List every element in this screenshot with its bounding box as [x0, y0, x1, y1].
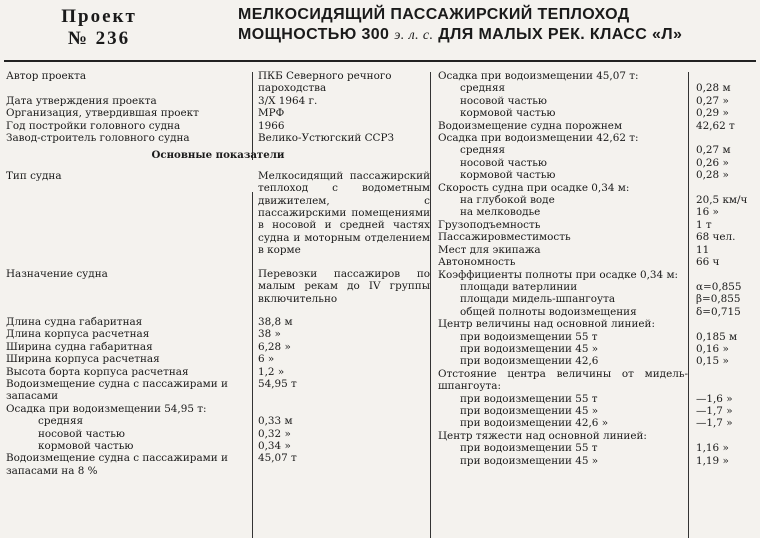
spec-label: Автономность: [438, 256, 516, 269]
spec-label: кормовой частью: [38, 439, 134, 452]
spec-row: [6, 366, 430, 378]
spec-value: 0,28 »: [696, 169, 729, 182]
spec-row: [438, 269, 756, 281]
spec-row: [438, 70, 756, 82]
spec-row: [438, 318, 756, 330]
project-number: № 236: [67, 28, 131, 49]
spec-row: [6, 353, 430, 365]
title-line-2: [238, 25, 753, 46]
spec-label: Ширина судна габаритная: [6, 340, 153, 353]
spec-row: [6, 428, 430, 440]
spec-row: [438, 132, 756, 144]
spec-label: при водоизмещении 42,6 »: [460, 417, 609, 430]
spec-label: Ширина корпуса расчетная: [6, 353, 160, 366]
spec-value: α=0,855: [696, 280, 742, 293]
spec-row: [6, 328, 430, 340]
spec-value: 11: [696, 243, 710, 256]
project-word: Проект: [61, 6, 137, 27]
spec-row: [438, 244, 756, 256]
spec-label: Организация, утвердившая проект: [6, 107, 199, 120]
spec-row: [438, 368, 756, 393]
spec-row: [438, 355, 756, 367]
spec-label: при водоизмещении 55 т: [460, 392, 598, 405]
spec-value: 1966: [258, 119, 285, 132]
spec-row: [438, 281, 756, 293]
spec-label: кормовой частью: [460, 107, 556, 120]
spec-label: при водоизмещении 55 т: [460, 442, 598, 455]
spec-label: при водоизмещении 45 »: [460, 454, 599, 467]
spec-label: общей полноты водоизмещения: [460, 305, 637, 318]
spec-row: [438, 95, 756, 107]
spec-row: [438, 455, 756, 467]
spec-value: —1,7 »: [696, 404, 733, 417]
spec-label: Дата утверждения проекта: [6, 94, 157, 107]
spec-row: [6, 132, 430, 144]
spec-value: МРФ: [258, 107, 285, 120]
spec-row: [438, 219, 756, 231]
spec-row: [438, 144, 756, 156]
spec-row: [438, 393, 756, 405]
left-column: [6, 70, 430, 477]
spec-row: [6, 415, 430, 427]
spec-label: Осадка при водоизмещении 42,62 т:: [438, 132, 639, 145]
spec-value: 68 чел.: [696, 231, 736, 244]
spec-label: Назначение судна: [6, 267, 108, 280]
document-title: [238, 5, 753, 46]
spec-row: [6, 170, 430, 257]
spec-row: [6, 452, 430, 477]
spec-row: [6, 120, 430, 132]
spec-value: —1,7 »: [696, 417, 733, 430]
spec-value: 0,185 м: [696, 330, 738, 343]
spec-row: [438, 120, 756, 132]
spec-row: [438, 256, 756, 268]
spec-value: 0,27 »: [696, 94, 729, 107]
spec-row: [438, 107, 756, 119]
spec-label: Водоизмещение судна с пассажирами и запасами: [6, 377, 228, 403]
spec-row: [438, 157, 756, 169]
spec-label: Центр тяжести над основной линией:: [438, 429, 647, 442]
spec-label: Отстояние центра величины от мидель-шпангоута:: [438, 367, 688, 393]
spec-row: [438, 405, 756, 417]
spec-row: [6, 440, 430, 452]
spec-row: [438, 231, 756, 243]
spec-value: Перевозки пассажиров по малым рекам до IV группы включительно: [258, 267, 430, 305]
spec-value: 1 т: [696, 218, 712, 231]
spec-value: β=0,855: [696, 293, 741, 306]
spec-label: носовой частью: [460, 156, 547, 169]
spec-value: 0,29 »: [696, 107, 729, 120]
spec-label: на глубокой воде: [460, 194, 555, 207]
spec-label: средняя: [460, 144, 506, 157]
spec-row: [6, 70, 430, 95]
spec-value: 3/X 1964 г.: [258, 94, 318, 107]
spec-label: носовой частью: [460, 94, 547, 107]
spec-value: Велико-Устюгский ССРЗ: [258, 132, 394, 145]
spec-value: δ=0,715: [696, 305, 741, 318]
spec-label: носовой частью: [38, 427, 125, 440]
spec-label: на мелководье: [460, 206, 541, 219]
title-power: МОЩНОСТЬЮ 300: [238, 26, 390, 43]
spec-label: Пассажировместимость: [438, 231, 571, 244]
spec-label: Осадка при водоизмещении 54,95 т:: [6, 402, 207, 415]
title-purpose: ДЛЯ МАЛЫХ РЕК. КЛАСС «Л»: [438, 26, 683, 43]
spec-row: [438, 194, 756, 206]
spec-value: 1,16 »: [696, 442, 729, 455]
spec-value: 0,34 »: [258, 439, 291, 452]
spec-value: 66 ч: [696, 256, 720, 269]
title-power-unit: э. л. с.: [394, 28, 434, 43]
spec-value: 38,8 м: [258, 315, 293, 328]
spec-row: [6, 341, 430, 353]
spec-label: Водоизмещение судна порожнем: [438, 119, 623, 132]
spec-label: Длина корпуса расчетная: [6, 328, 150, 341]
spec-label: Водоизмещение судна с пассажирами и запасами на 8 %: [6, 452, 228, 477]
title-line-1: МЕЛКОСИДЯЩИЙ ПАССАЖИРСКИЙ ТЕПЛОХОД: [238, 6, 630, 23]
spec-label: Скорость судна при осадке 0,34 м:: [438, 181, 630, 194]
spec-label: Центр величины над основной линией:: [438, 318, 655, 331]
spec-label: площади мидель-шпангоута: [460, 293, 616, 306]
right-column: [438, 70, 756, 467]
spec-label: при водоизмещении 45 »: [460, 404, 599, 417]
spec-value: 16 »: [696, 206, 719, 219]
spec-label: средняя: [460, 82, 506, 95]
spec-label: средняя: [38, 415, 84, 428]
spec-value: —1,6 »: [696, 392, 733, 405]
spec-value: 1,19 »: [696, 454, 729, 467]
spec-row: [438, 442, 756, 454]
spec-label: при водоизмещении 55 т: [460, 330, 598, 343]
spec-row: [6, 403, 430, 415]
spec-label: Завод-строитель головного судна: [6, 132, 190, 145]
spec-row: [438, 417, 756, 429]
spec-value: 6 »: [258, 353, 275, 366]
spec-row: [438, 293, 756, 305]
spec-value: 38 »: [258, 328, 281, 341]
spec-row: [6, 107, 430, 119]
spec-value: 0,26 »: [696, 156, 729, 169]
spec-row: [6, 268, 430, 305]
spec-label: при водоизмещении 42,6: [460, 355, 599, 368]
spec-label: при водоизмещении 45 »: [460, 342, 599, 355]
spec-value: 54,95 т: [258, 377, 297, 390]
column-divider: [430, 72, 431, 538]
spec-value: 6,28 »: [258, 340, 291, 353]
spec-row: [438, 430, 756, 442]
spec-label: Год постройки головного судна: [6, 119, 181, 132]
spec-value: 45,07 т: [258, 452, 297, 465]
spec-label: Грузоподъемность: [438, 218, 541, 231]
spec-value: 0,28 м: [696, 82, 731, 95]
spec-row: [6, 378, 430, 403]
spec-row: [6, 316, 430, 328]
spec-value: ПКБ Северного речного пароходства: [258, 70, 392, 95]
spec-value: 0,27 м: [696, 144, 731, 157]
spec-label: площади ватерлинии: [460, 280, 578, 293]
spec-label: Тип судна: [6, 169, 62, 182]
spec-value: 0,32 »: [258, 427, 291, 440]
section-title: Основные показатели: [151, 149, 285, 162]
spec-row: [438, 331, 756, 343]
spec-row: [6, 95, 430, 107]
spec-label: Осадка при водоизмещении 45,07 т:: [438, 70, 639, 82]
spec-row: [438, 169, 756, 181]
spec-label: Автор проекта: [6, 70, 87, 82]
spec-row: [438, 82, 756, 94]
project-number-block: [34, 6, 164, 50]
top-rule: [4, 60, 756, 62]
spec-label: Высота борта корпуса расчетная: [6, 365, 189, 378]
spec-row: [438, 206, 756, 218]
spec-value: Мелкосидящий пассажирский теплоход с водометным движителем, с пассажирскими помещениями в носовой и средней частях судна и моторным отделением в корме: [258, 169, 430, 257]
spec-value: 0,15 »: [696, 355, 729, 368]
spec-row: [438, 343, 756, 355]
spec-value: 42,62 т: [696, 119, 735, 132]
spec-label: Коэффициенты полноты при осадке 0,34 м:: [438, 268, 679, 281]
spec-value: 1,2 »: [258, 365, 285, 378]
spec-label: Длина судна габаритная: [6, 315, 143, 328]
spec-value: 0,33 м: [258, 415, 293, 428]
spec-label: Мест для экипажа: [438, 243, 541, 256]
spec-row: [438, 182, 756, 194]
spec-label: кормовой частью: [460, 169, 556, 182]
spec-row: [438, 306, 756, 318]
spec-value: 20,5 км/ч: [696, 194, 748, 207]
spec-value: 0,16 »: [696, 342, 729, 355]
